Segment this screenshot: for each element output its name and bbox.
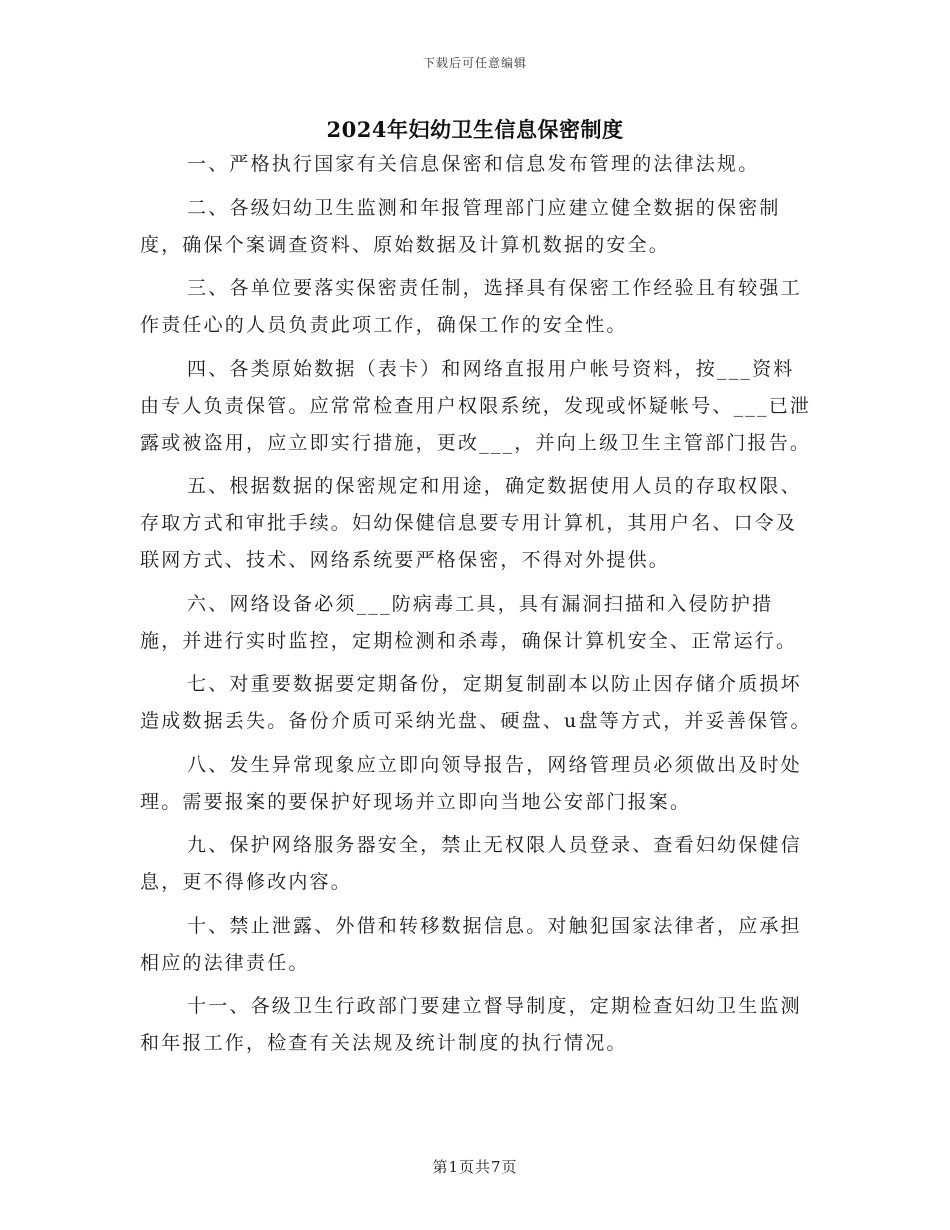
paragraph-1: 一、严格执行国家有关信息保密和信息发布管理的法律法规。 <box>187 153 760 175</box>
paragraph-8: 八、发生异常现象应立即向领导报告，网络管理员必须做出及时处理。需要报案的要保护好现场并立即向当地公安部门报案。 <box>140 753 802 813</box>
paragraph-3: 三、各单位要落实保密责任制，选择具有保密工作经验且有较强工作责任心的人员负责此项工作，确保工作的安全性。 <box>140 277 802 336</box>
paragraph-6: 六、网络设备必须___防病毒工具，具有漏洞扫描和入侵防护措施，并进行实时监控，定期检测和杀毒，确保计算机安全、正常运行。 <box>140 592 798 652</box>
paragraph-5: 五、根据数据的保密规定和用途，确定数据使用人员的存取权限、存取方式和审批手续。妇幼保健信息要专用计算机，其用户名、口令及联网方式、技术、网络系统要严格保密，不得对外提供。 <box>140 475 802 571</box>
paragraph-7: 七、对重要数据要定期备份，定期复制副本以防止因存储介质损坏造成数据丢失。备份介质可采纳光盘、硬盘、u盘等方式，并妥善保管。 <box>140 673 812 732</box>
paragraph-2: 二、各级妇幼卫生监测和年报管理部门应建立健全数据的保密制度，确保个案调查资料、原始数据及计算机数据的安全。 <box>140 196 781 256</box>
document-title: 2024年妇幼卫生信息保密制度 <box>326 117 624 142</box>
document-body <box>140 146 815 1069</box>
paragraph-11: 十一、各级卫生行政部门要建立督导制度，定期检查妇幼卫生监测和年报工作，检查有关法规及统计制度的执行情况。 <box>140 995 802 1054</box>
paragraph-10: 十、禁止泄露、外借和转移数据信息。对触犯国家法律者，应承担相应的法律责任。 <box>140 914 802 974</box>
paragraph-9: 九、保护网络服务器安全，禁止无权限人员登录、查看妇幼保健信息，更不得修改内容。 <box>140 834 802 893</box>
page-number: 第1页共7页 <box>432 1158 518 1176</box>
editable-note: 下载后可任意编辑 <box>422 56 527 70</box>
paragraph-4: 四、各类原始数据（表卡）和网络直报用户帐号资料，按___资料由专人负责保管。应常常检查用户权限系统，发现或怀疑帐号、___已泄露或被盗用，应立即实行措施，更改___，并向上级卫生主管部门报告。 <box>140 357 812 454</box>
